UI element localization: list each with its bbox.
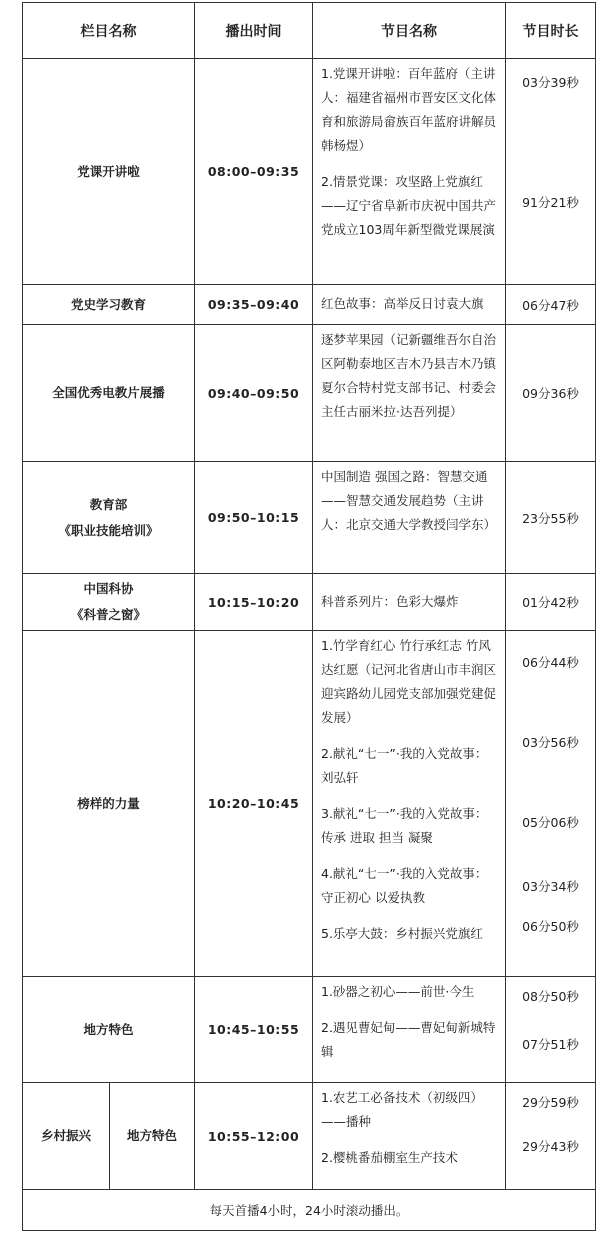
- duration-cell: [506, 977, 596, 1083]
- time-cell: 09:50–10:15: [195, 462, 313, 574]
- lanmu-cell: 党课开讲啦: [23, 59, 195, 285]
- duration-cell: [506, 631, 596, 977]
- lanmu-cell: 地方特色: [23, 977, 195, 1083]
- table-row: [23, 1083, 596, 1190]
- duration-item: 05分06秒: [522, 815, 579, 830]
- program-cell: [313, 59, 506, 285]
- lanmu-cell: 榜样的力量: [23, 631, 195, 977]
- program-cell: [313, 574, 506, 631]
- program-item: 逐梦苹果园（记新疆维吾尔自治区阿勒泰地区吉木乃县吉木乃镇夏尔合特村党支部书记、村委会主任古丽米拉·达吾列提）: [321, 332, 497, 419]
- schedule-table: [22, 2, 596, 1231]
- program-item: 科普系列片：色彩大爆炸: [321, 593, 459, 609]
- header-duration: 节目时长: [506, 3, 596, 59]
- footer-note: 每天首播4小时，24小时滚动播出。: [23, 1190, 596, 1231]
- header-lanmu: 栏目名称: [23, 3, 195, 59]
- duration-cell: [506, 59, 596, 285]
- duration-cell: [506, 285, 596, 325]
- lanmu-subtitle: 《科普之窗》: [70, 607, 146, 622]
- duration-item: 23分55秒: [522, 510, 579, 526]
- duration-cell: [506, 574, 596, 631]
- table-row: [23, 977, 596, 1083]
- lanmu-cell: 全国优秀电教片展播: [23, 325, 195, 462]
- program-item: 2.遇见曹妃甸——曹妃甸新城特辑: [321, 1020, 496, 1059]
- program-item: 中国制造 强国之路：智慧交通——智慧交通发展趋势（主讲人：北京交通大学教授闫学东）: [321, 469, 497, 532]
- program-cell: [313, 977, 506, 1083]
- lanmu-cell: [23, 462, 195, 574]
- duration-item: 08分50秒: [522, 989, 579, 1004]
- program-item: 红色故事：高举反日讨袁大旗: [321, 296, 484, 311]
- header-row: [23, 3, 596, 59]
- duration-item: 03分56秒: [522, 735, 579, 750]
- time-cell: 08:00–09:35: [195, 59, 313, 285]
- duration-cell: [506, 462, 596, 574]
- duration-item: 29分59秒: [522, 1095, 579, 1110]
- duration-cell: [506, 1083, 596, 1190]
- program-item: 1.砂器之初心——前世·今生: [321, 984, 475, 999]
- duration-item: 01分42秒: [522, 595, 579, 610]
- duration-item: 03分39秒: [522, 75, 579, 90]
- time-cell: 10:45–10:55: [195, 977, 313, 1083]
- program-item: 2.樱桃番茄棚室生产技术: [321, 1150, 458, 1165]
- lanmu-subtitle: 《职业技能培训》: [58, 522, 159, 538]
- duration-item: 06分44秒: [522, 655, 579, 670]
- time-cell: 10:15–10:20: [195, 574, 313, 631]
- duration-item: 29分43秒: [522, 1139, 579, 1154]
- program-cell: [313, 631, 506, 977]
- lanmu-name: 乡村振兴: [23, 1083, 110, 1189]
- program-item: 1.竹学育红心 竹行承红志 竹风达红愿（记河北省唐山市丰润区迎宾路幼儿园党支部加强党建促发展）: [321, 638, 497, 725]
- lanmu-cell: [23, 574, 195, 631]
- time-cell: 09:35–09:40: [195, 285, 313, 325]
- program-cell: [313, 462, 506, 574]
- table-row: [23, 462, 596, 574]
- lanmu-name: 教育部: [89, 496, 128, 512]
- table-row: [23, 325, 596, 462]
- table-row: [23, 285, 596, 325]
- header-time: 播出时间: [195, 3, 313, 59]
- program-cell: [313, 285, 506, 325]
- program-item: 1.农艺工必备技术（初级四）——播种: [321, 1090, 483, 1129]
- duration-item: 09分36秒: [522, 386, 579, 401]
- program-item: 2.献礼“七一”·我的入党故事：刘弘轩: [321, 746, 488, 785]
- lanmu-name: 中国科协: [83, 581, 134, 596]
- duration-item: 03分34秒: [522, 879, 579, 894]
- program-item: 5.乐亭大鼓：乡村振兴党旗红: [321, 926, 483, 941]
- program-item: 1.党课开讲啦：百年蓝府（主讲人：福建省福州市晋安区文化体育和旅游局畲族百年蓝府讲解员韩杨煜）: [321, 66, 497, 153]
- program-item: 3.献礼“七一”·我的入党故事：传承 进取 担当 凝聚: [321, 806, 488, 845]
- table-row: [23, 59, 596, 285]
- program-cell: [313, 325, 506, 462]
- lanmu-sub-name: 地方特色: [126, 1128, 177, 1143]
- duration-cell: [506, 325, 596, 462]
- footer-row: [23, 1190, 596, 1231]
- time-cell: 10:20–10:45: [195, 631, 313, 977]
- duration-item: 91分21秒: [522, 195, 579, 210]
- lanmu-cell: 党史学习教育: [23, 285, 195, 325]
- time-cell: 09:40–09:50: [195, 325, 313, 462]
- time-cell: 10:55–12:00: [195, 1083, 313, 1190]
- program-cell: [313, 1083, 506, 1190]
- header-program: 节目名称: [313, 3, 506, 59]
- duration-item: 06分50秒: [522, 919, 579, 934]
- program-item: 2.情景党课：攻坚路上党旗红——辽宁省阜新市庆祝中国共产党成立103周年新型微党课展演: [321, 174, 497, 237]
- program-item: 4.献礼“七一”·我的入党故事：守正初心 以爱执教: [321, 866, 488, 905]
- lanmu-cell: [23, 1083, 195, 1190]
- duration-item: 06分47秒: [522, 297, 579, 313]
- duration-item: 07分51秒: [522, 1037, 579, 1052]
- table-row: [23, 631, 596, 977]
- table-row: [23, 574, 596, 631]
